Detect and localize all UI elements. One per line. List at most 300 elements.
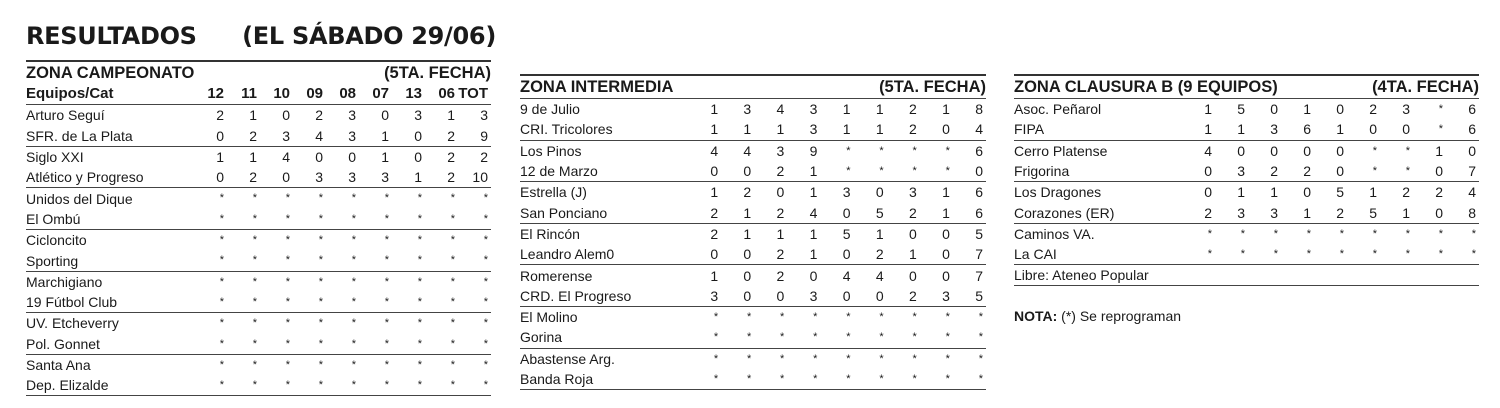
- score-cell: 1: [1402, 204, 1410, 221]
- score-cell: *: [1438, 123, 1443, 136]
- team-name: CRI. Tricolores: [520, 121, 613, 138]
- score-cell: 1: [743, 204, 752, 221]
- score-cell: *: [252, 212, 257, 225]
- team-name: SFR. de La Plata: [26, 127, 133, 144]
- score-cell: *: [351, 254, 356, 267]
- team-row: [520, 140, 986, 161]
- score-cell: 5: [1314, 182, 1347, 203]
- team-name: Asoc. Peñarol: [1014, 99, 1182, 120]
- score-cell: 1: [920, 182, 953, 203]
- score-cell: *: [227, 188, 260, 209]
- score-cell: 1: [842, 121, 851, 138]
- score-cell: *: [1413, 223, 1446, 244]
- score-cell: *: [293, 375, 326, 396]
- score-cell: *: [688, 348, 721, 369]
- team-name: Siglo XXI: [26, 146, 194, 167]
- score-cell: *: [194, 230, 227, 251]
- score-cell: 1: [381, 127, 389, 144]
- zone-name: ZONA CLAUSURA B (9 EQUIPOS): [1014, 78, 1278, 96]
- score-cell: *: [1380, 223, 1413, 244]
- score-cell: *: [425, 375, 458, 396]
- team-name: Atlético y Progreso: [26, 169, 144, 186]
- score-cell: *: [1347, 223, 1380, 244]
- score-cell: *: [351, 295, 356, 308]
- column-header-cat: 09: [293, 84, 326, 105]
- team-name: Dep. Elizalde: [26, 375, 194, 396]
- score-cell: *: [384, 212, 389, 225]
- team-row: [26, 292, 491, 313]
- score-cell: *: [326, 188, 359, 209]
- score-cell: 2: [315, 107, 323, 124]
- score-cell: *: [194, 354, 227, 375]
- score-cell: *: [326, 313, 359, 334]
- team-row: [26, 313, 491, 334]
- score-cell: 7: [953, 265, 986, 286]
- zone-clausura-b: [1014, 74, 1479, 324]
- score-cell: *: [854, 140, 887, 161]
- score-cell: 6: [1468, 121, 1476, 138]
- score-cell: 3: [480, 107, 488, 124]
- zone-campeonato: [26, 60, 491, 396]
- score-cell: 0: [743, 246, 752, 263]
- score-cell: *: [392, 230, 425, 251]
- score-cell: *: [483, 295, 488, 308]
- score-cell: *: [293, 230, 326, 251]
- score-cell: 4: [1446, 182, 1479, 203]
- score-cell: *: [425, 354, 458, 375]
- score-cell: *: [1438, 248, 1443, 261]
- score-cell: *: [450, 212, 455, 225]
- score-cell: *: [219, 295, 224, 308]
- team-name: 9 de Julio: [520, 99, 688, 120]
- team-name: El Molino: [520, 306, 688, 327]
- score-cell: *: [359, 230, 392, 251]
- score-cell: 3: [414, 107, 422, 124]
- score-cell: 3: [809, 287, 818, 304]
- score-cell: 2: [776, 246, 785, 263]
- score-cell: 0: [1248, 99, 1281, 120]
- score-cell: 7: [975, 246, 983, 263]
- score-cell: *: [285, 337, 290, 350]
- score-cell: 1: [1237, 121, 1245, 138]
- column-header-teams: Equipos/Cat: [26, 84, 194, 105]
- score-cell: *: [1405, 248, 1410, 261]
- score-cell: *: [194, 188, 227, 209]
- results-table: [1014, 98, 1479, 264]
- score-cell: *: [1248, 223, 1281, 244]
- score-cell: 1: [787, 182, 820, 203]
- score-cell: *: [458, 313, 491, 334]
- score-cell: 0: [710, 246, 719, 263]
- score-cell: *: [260, 313, 293, 334]
- score-cell: *: [425, 188, 458, 209]
- team-row: [1014, 244, 1479, 264]
- team-name: Romerense: [520, 265, 688, 286]
- score-cell: 1: [820, 99, 853, 120]
- results-headline: [26, 22, 496, 52]
- score-cell: *: [293, 313, 326, 334]
- score-cell: *: [194, 313, 227, 334]
- team-row: [1014, 161, 1479, 182]
- score-cell: 3: [721, 99, 754, 120]
- score-cell: 0: [1369, 121, 1377, 138]
- score-cell: *: [260, 271, 293, 292]
- column-header-cat: 10: [260, 84, 293, 105]
- score-cell: 0: [887, 223, 920, 244]
- score-cell: 2: [216, 107, 224, 124]
- score-cell: 0: [842, 287, 851, 304]
- score-cell: 1: [908, 246, 917, 263]
- score-cell: *: [219, 212, 224, 225]
- score-cell: *: [787, 306, 820, 327]
- score-cell: *: [688, 306, 721, 327]
- score-cell: *: [219, 254, 224, 267]
- score-cell: 0: [1204, 163, 1212, 180]
- score-cell: *: [912, 164, 917, 177]
- score-cell: 1: [194, 146, 227, 167]
- zone-title-bar: [520, 74, 986, 98]
- score-cell: 3: [1270, 121, 1278, 138]
- score-cell: *: [721, 306, 754, 327]
- team-name: San Ponciano: [520, 204, 608, 221]
- score-cell: 5: [1215, 99, 1248, 120]
- score-cell: 3: [1380, 99, 1413, 120]
- score-cell: *: [1372, 164, 1377, 177]
- score-cell: *: [721, 348, 754, 369]
- score-cell: 1: [1215, 182, 1248, 203]
- score-cell: 0: [1182, 182, 1215, 203]
- team-row: [520, 244, 986, 265]
- team-row: [26, 105, 491, 126]
- team-row: [520, 369, 986, 390]
- team-row: [26, 334, 491, 355]
- zone-fecha: (5TA. FECHA): [879, 78, 986, 96]
- score-cell: 0: [293, 146, 326, 167]
- score-cell: *: [392, 313, 425, 334]
- score-cell: 0: [1215, 140, 1248, 161]
- score-cell: *: [219, 337, 224, 350]
- score-cell: *: [227, 271, 260, 292]
- team-row: [26, 146, 491, 167]
- score-cell: *: [780, 331, 785, 344]
- score-cell: *: [351, 212, 356, 225]
- score-cell: 3: [282, 127, 290, 144]
- score-cell: *: [260, 188, 293, 209]
- score-cell: *: [1314, 223, 1347, 244]
- column-header-cat: TOT: [458, 84, 491, 105]
- score-cell: *: [260, 354, 293, 375]
- score-cell: 2: [776, 204, 785, 221]
- score-cell: 1: [249, 107, 257, 124]
- score-cell: 0: [842, 204, 851, 221]
- team-name: Caminos VA.: [1014, 223, 1182, 244]
- zone-fecha: (4TA. FECHA): [1372, 78, 1479, 96]
- score-cell: 2: [1336, 204, 1344, 221]
- nota-label: NOTA:: [1014, 308, 1058, 325]
- score-cell: 3: [381, 169, 389, 186]
- score-cell: 3: [942, 287, 950, 304]
- score-cell: *: [425, 271, 458, 292]
- score-cell: 1: [359, 146, 392, 167]
- score-cell: 0: [776, 287, 785, 304]
- score-cell: 1: [227, 146, 260, 167]
- score-cell: 0: [1336, 163, 1344, 180]
- score-cell: 0: [216, 169, 224, 186]
- score-cell: 0: [942, 246, 950, 263]
- team-row: [26, 354, 491, 375]
- team-row: [1014, 119, 1479, 140]
- score-cell: 1: [688, 265, 721, 286]
- score-cell: 2: [721, 182, 754, 203]
- score-cell: 6: [953, 182, 986, 203]
- team-row: [520, 327, 986, 348]
- team-name: Los Dragones: [1014, 182, 1182, 203]
- score-cell: *: [392, 188, 425, 209]
- score-cell: 1: [754, 223, 787, 244]
- nota-text: (*) Se reprograman: [1057, 308, 1182, 325]
- team-name: El Ombú: [26, 210, 81, 227]
- column-header-cat: 12: [194, 84, 227, 105]
- results-title: RESULTADOS: [26, 22, 197, 50]
- results-date: (EL SÁBADO 29/06): [242, 22, 496, 50]
- team-name: Gorina: [520, 329, 563, 346]
- score-cell: 0: [743, 287, 752, 304]
- team-row: [520, 223, 986, 244]
- score-cell: *: [392, 354, 425, 375]
- score-cell: *: [920, 140, 953, 161]
- score-cell: 3: [887, 182, 920, 203]
- score-cell: 0: [920, 265, 953, 286]
- score-cell: 10: [472, 169, 488, 186]
- team-row: [520, 202, 986, 223]
- score-cell: *: [359, 313, 392, 334]
- score-cell: *: [326, 354, 359, 375]
- score-cell: *: [227, 375, 260, 396]
- score-cell: 2: [688, 223, 721, 244]
- team-row: [26, 167, 491, 188]
- column-header-cat: 07: [359, 84, 392, 105]
- score-cell: *: [854, 306, 887, 327]
- score-cell: *: [1339, 248, 1344, 261]
- score-cell: 0: [1435, 163, 1443, 180]
- score-cell: *: [920, 369, 953, 390]
- team-name: Unidos del Dique: [26, 188, 194, 209]
- score-cell: 0: [1402, 121, 1410, 138]
- score-cell: *: [458, 375, 491, 396]
- score-cell: 3: [809, 121, 818, 138]
- score-cell: *: [820, 306, 853, 327]
- score-cell: *: [754, 306, 787, 327]
- score-cell: 0: [381, 107, 389, 124]
- score-cell: *: [1405, 164, 1410, 177]
- score-cell: *: [425, 230, 458, 251]
- score-cell: *: [417, 212, 422, 225]
- score-cell: 1: [1336, 121, 1344, 138]
- score-cell: *: [953, 306, 986, 327]
- score-cell: *: [953, 369, 986, 390]
- score-cell: 2: [1303, 163, 1311, 180]
- score-cell: 2: [875, 246, 884, 263]
- team-row: [520, 99, 986, 120]
- score-cell: *: [688, 369, 721, 390]
- score-cell: 3: [710, 287, 719, 304]
- score-cell: *: [194, 375, 227, 396]
- score-cell: 0: [975, 163, 983, 180]
- score-cell: *: [285, 295, 290, 308]
- team-name: CRD. El Progreso: [520, 287, 632, 304]
- team-row: [520, 161, 986, 182]
- score-cell: *: [1207, 248, 1212, 261]
- score-cell: 1: [1303, 204, 1311, 221]
- score-cell: 2: [908, 204, 917, 221]
- nota-note: [1014, 308, 1479, 324]
- score-cell: *: [285, 254, 290, 267]
- score-cell: *: [252, 295, 257, 308]
- team-row: [26, 126, 491, 147]
- score-cell: *: [887, 369, 920, 390]
- team-row: [1014, 140, 1479, 161]
- score-cell: *: [754, 348, 787, 369]
- score-cell: *: [425, 313, 458, 334]
- score-cell: *: [787, 348, 820, 369]
- team-name: Cicloncito: [26, 230, 194, 251]
- results-table: [26, 84, 491, 396]
- score-cell: *: [458, 230, 491, 251]
- team-name: Abastense Arg.: [520, 348, 688, 369]
- score-cell: *: [912, 331, 917, 344]
- score-cell: 0: [1435, 204, 1443, 221]
- score-cell: *: [450, 254, 455, 267]
- score-cell: 0: [216, 127, 224, 144]
- team-name: Corazones (ER): [1014, 204, 1115, 221]
- score-cell: *: [359, 188, 392, 209]
- score-cell: 2: [908, 287, 917, 304]
- score-cell: *: [1215, 223, 1248, 244]
- score-cell: 3: [1270, 204, 1278, 221]
- score-cell: 4: [260, 146, 293, 167]
- score-cell: *: [978, 331, 983, 344]
- score-cell: 5: [975, 287, 983, 304]
- score-cell: 1: [688, 99, 721, 120]
- team-name: Cerro Platense: [1014, 140, 1182, 161]
- score-cell: 1: [787, 223, 820, 244]
- score-cell: *: [293, 354, 326, 375]
- score-cell: *: [713, 331, 719, 344]
- score-cell: 5: [875, 204, 884, 221]
- team-row: [26, 209, 491, 230]
- score-cell: *: [1182, 223, 1215, 244]
- score-cell: 8: [1468, 204, 1476, 221]
- score-cell: *: [721, 369, 754, 390]
- score-cell: *: [1240, 248, 1245, 261]
- score-cell: 2: [458, 146, 491, 167]
- team-name: El Rincón: [520, 223, 688, 244]
- score-cell: *: [359, 375, 392, 396]
- team-row: [1014, 202, 1479, 223]
- zone-title-bar: [1014, 74, 1479, 98]
- score-cell: 1: [875, 121, 884, 138]
- team-row: [520, 286, 986, 307]
- score-cell: *: [417, 337, 422, 350]
- score-cell: 3: [787, 99, 820, 120]
- score-cell: *: [846, 331, 851, 344]
- score-cell: 1: [809, 246, 818, 263]
- score-cell: 3: [348, 127, 356, 144]
- team-name: Los Pinos: [520, 140, 688, 161]
- team-name: Banda Roja: [520, 369, 688, 390]
- score-cell: 0: [875, 287, 884, 304]
- score-cell: *: [252, 337, 257, 350]
- team-row: [520, 348, 986, 369]
- score-cell: *: [384, 337, 389, 350]
- score-cell: *: [887, 306, 920, 327]
- score-cell: 1: [710, 121, 719, 138]
- score-cell: 2: [776, 163, 785, 180]
- score-cell: 4: [975, 121, 983, 138]
- score-cell: *: [787, 369, 820, 390]
- score-cell: 0: [1446, 140, 1479, 161]
- team-name: Estrella (J): [520, 182, 688, 203]
- team-row: [520, 265, 986, 286]
- score-cell: 0: [854, 182, 887, 203]
- team-name: La CAI: [1014, 246, 1057, 263]
- score-cell: 6: [953, 140, 986, 161]
- team-name: Pol. Gonnet: [26, 335, 100, 352]
- score-cell: *: [854, 348, 887, 369]
- score-cell: *: [450, 337, 455, 350]
- score-cell: 5: [953, 223, 986, 244]
- score-cell: 3: [820, 182, 853, 203]
- score-cell: 2: [1380, 182, 1413, 203]
- score-cell: 2: [249, 169, 257, 186]
- score-cell: 1: [854, 99, 887, 120]
- score-cell: 1: [1204, 121, 1212, 138]
- score-cell: 5: [1369, 204, 1377, 221]
- team-row: [26, 375, 491, 396]
- score-cell: *: [483, 212, 488, 225]
- score-cell: *: [879, 164, 884, 177]
- score-cell: 1: [809, 163, 818, 180]
- score-cell: *: [285, 212, 290, 225]
- score-cell: 2: [1413, 182, 1446, 203]
- score-cell: 0: [282, 169, 290, 186]
- team-name: UV. Etcheverry: [26, 313, 194, 334]
- team-row: [1014, 182, 1479, 203]
- score-cell: *: [1273, 248, 1278, 261]
- team-row: [520, 119, 986, 140]
- score-cell: *: [458, 271, 491, 292]
- score-cell: *: [813, 331, 818, 344]
- score-cell: *: [887, 140, 920, 161]
- team-name: Frigorina: [1014, 163, 1070, 180]
- team-row: [26, 230, 491, 251]
- team-row: [26, 188, 491, 209]
- score-cell: *: [227, 354, 260, 375]
- score-cell: *: [854, 369, 887, 390]
- zone-title-bar: [26, 60, 491, 84]
- score-cell: 0: [282, 107, 290, 124]
- score-cell: 1: [721, 223, 754, 244]
- score-cell: *: [1413, 99, 1446, 120]
- score-cell: *: [1281, 223, 1314, 244]
- zone-name: ZONA INTERMEDIA: [520, 78, 674, 96]
- score-cell: *: [920, 306, 953, 327]
- team-name: FIPA: [1014, 121, 1045, 138]
- score-cell: 2: [1204, 204, 1212, 221]
- score-cell: 5: [820, 223, 853, 244]
- score-cell: 3: [1237, 204, 1245, 221]
- score-cell: *: [318, 337, 323, 350]
